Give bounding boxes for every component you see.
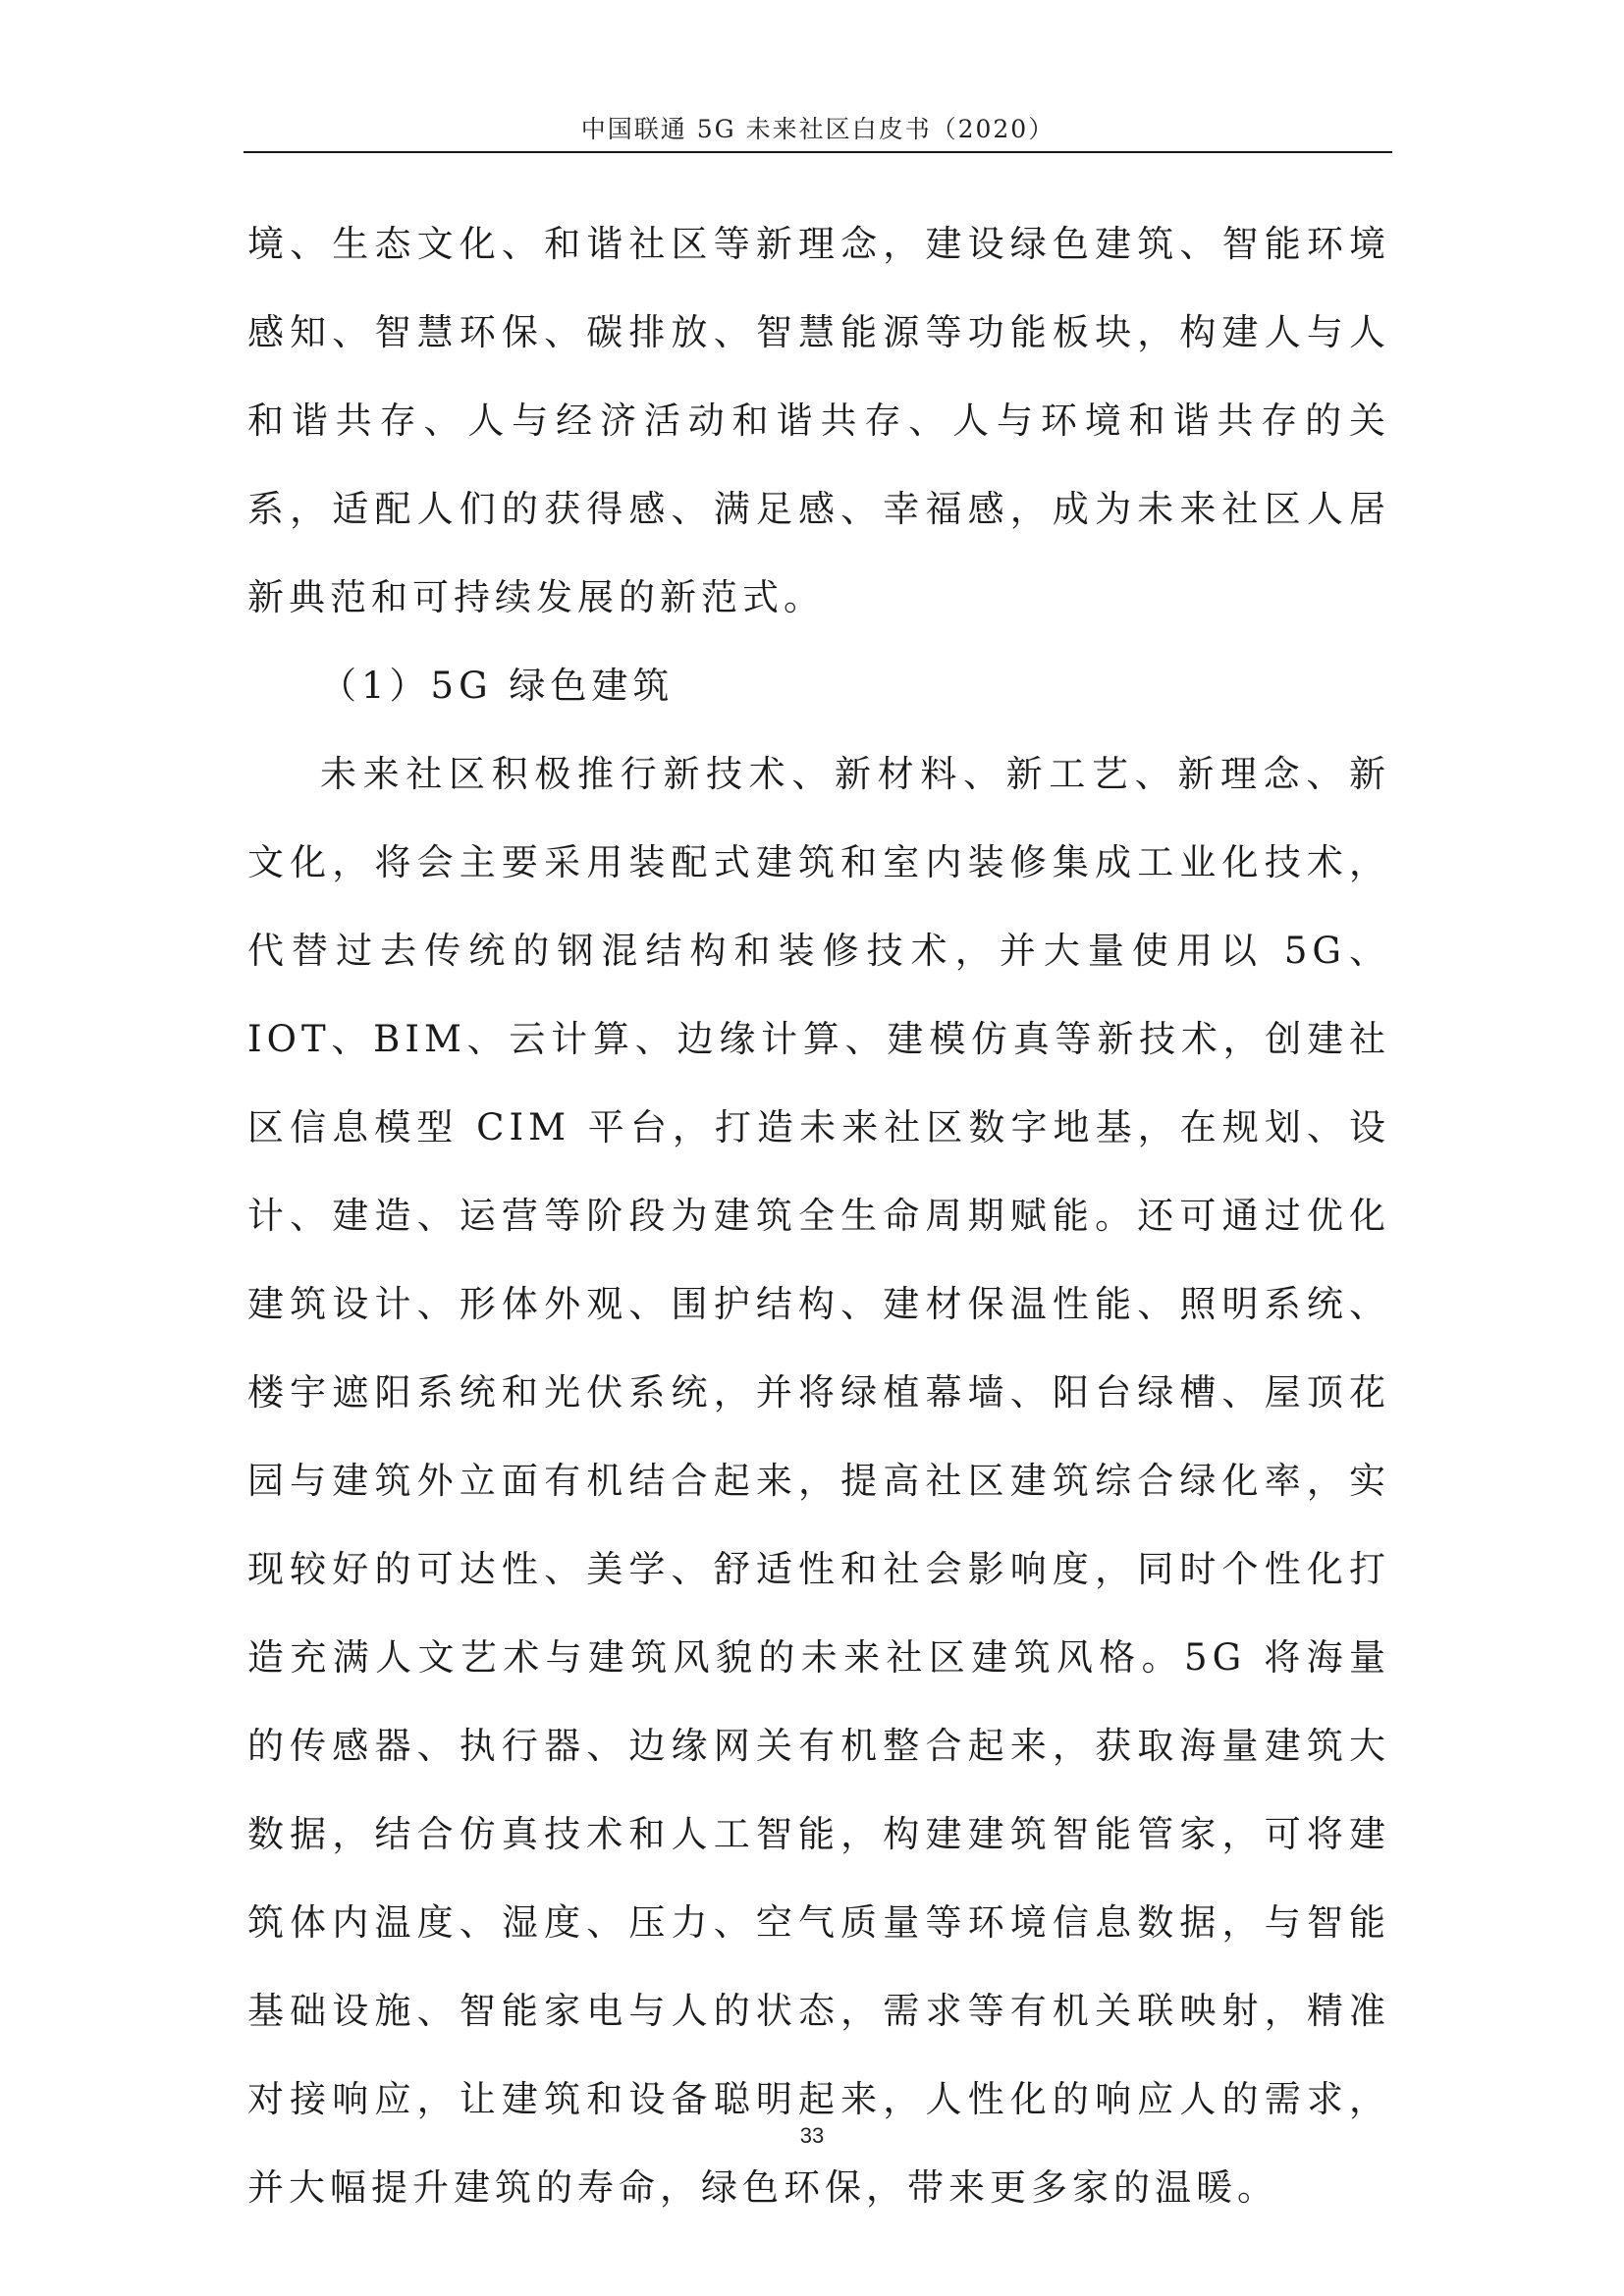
page-header-title: 中国联通 5G 未来社区白皮书（2020） <box>580 115 1056 143</box>
section-heading: （1）5G 绿色建筑 <box>320 665 675 707</box>
document-body <box>247 200 1390 2232</box>
body-paragraph: 未来社区积极推行新技术、新材料、新工艺、新理念、新文化，将会主要采用装配式建筑和室内装修集成工业化技术，代替过去传统的钢混结构和装修技术，并大量使用以 5G、IOT、BIM、云计算、边缘计算、建模仿真等新技术，创建社区信息模型 CIM 平台，打造未来社区数字地基，在规划、设计、建造、运营等阶段为建筑全生命周期赋能。还可通过优化建筑设计、形体外观、围护结构、建材保温性能、照明系统、楼宇遮阳系统和光伏系统，并将绿植幕墙、阳台绿槽、屋顶花园与建筑外立面有机结合起来，提高社区建筑综合绿化率，实现较好的可达性、美学、舒适性和社会影响度，同时个性化打造充满人文艺术与建筑风貌的未来社区建筑风格。5G 将海量的传感器、执行器、边缘网关有机整合起来，获取海量建筑大数据，结合仿真技术和人工智能，构建建筑智能管家，可将建筑体内温度、湿度、压力、空气质量等环境信息数据，与智能基础设施、智能家电与人的状态，需求等有机关联映射，精准对接响应，让建筑和设备聪明起来，人性化的响应人的需求，并大幅提升建筑的寿命，绿色环保，带来更多家的温暖。 <box>247 753 1390 2209</box>
header-divider <box>244 151 1392 153</box>
page-number: 33 <box>799 2123 825 2148</box>
body-paragraph-continued: 境、生态文化、和谐社区等新理念，建设绿色建筑、智能环境感知、智慧环保、碳排放、智慧能源等功能板块，构建人与人和谐共存、人与经济活动和谐共存、人与环境和谐共存的关系，适配人们的获得感、满足感、幸福感，成为未来社区人居新典范和可持续发展的新范式。 <box>247 223 1390 618</box>
